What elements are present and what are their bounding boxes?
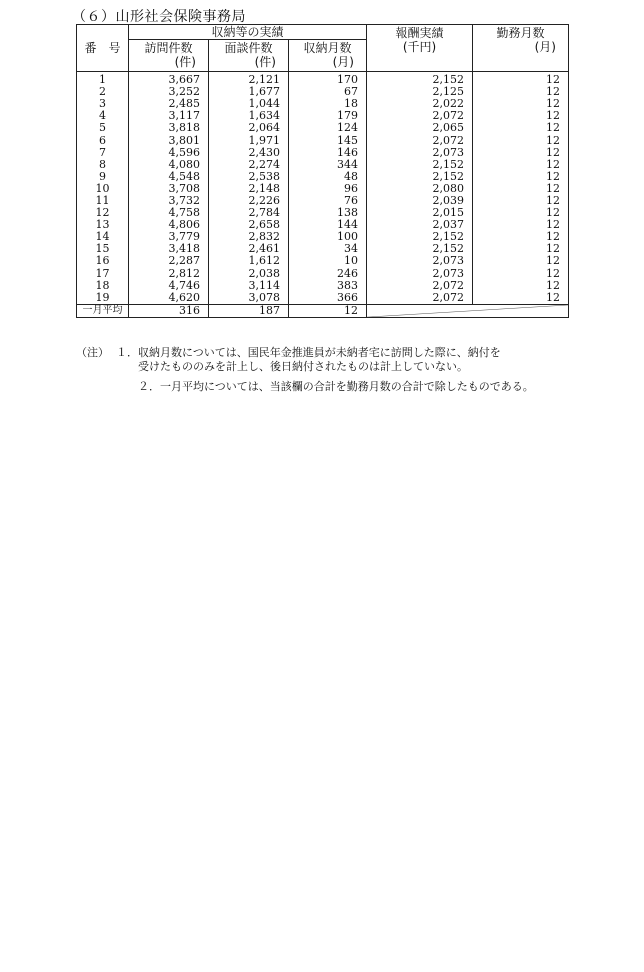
cell-visits: 3,732 [129,195,209,207]
cell-number: 15 [77,243,129,255]
table-row [77,195,569,207]
cell-work: 12 [473,147,569,159]
cell-work: 12 [473,122,569,134]
diagonal-line [367,305,568,317]
table-row [77,110,569,122]
cell-pay: 2,073 [367,255,473,267]
cell-visits: 2,485 [129,98,209,110]
cell-months: 10 [289,255,367,267]
table-row [77,98,569,110]
cell-pay: 2,125 [367,86,473,98]
average-row [77,304,569,317]
cell-months: 344 [289,159,367,171]
average-months: 12 [289,304,367,317]
table-row [77,219,569,231]
cell-interviews: 2,038 [209,268,289,280]
table-row [77,231,569,243]
table-row [77,86,569,98]
cell-number: 8 [77,159,129,171]
table-row [77,183,569,195]
table-row [77,280,569,292]
cell-months: 146 [289,147,367,159]
header-group: 収納等の実績 [129,25,367,40]
cell-visits: 4,080 [129,159,209,171]
cell-number: 13 [77,219,129,231]
cell-visits: 4,746 [129,280,209,292]
cell-interviews: 2,658 [209,219,289,231]
cell-number: 11 [77,195,129,207]
cell-number: 6 [77,134,129,146]
cell-visits: 3,708 [129,183,209,195]
table-header [77,25,569,72]
cell-interviews: 3,114 [209,280,289,292]
cell-pay: 2,152 [367,159,473,171]
cell-interviews: 1,971 [209,134,289,146]
header-interviews [209,40,289,72]
cell-visits: 3,252 [129,86,209,98]
note-1-line-2: 受けたもののみを計上し、後日納付されたものは計上していない。 [138,360,468,373]
cell-visits: 4,548 [129,171,209,183]
cell-months: 144 [289,219,367,231]
table-row [77,122,569,134]
table-row [77,207,569,219]
header-interviews-label: 面談件数 [224,41,273,55]
cell-number: 19 [77,292,129,305]
cell-number: 2 [77,86,129,98]
cell-pay: 2,065 [367,122,473,134]
cell-months: 170 [289,72,367,87]
cell-work: 12 [473,292,569,305]
cell-number: 16 [77,255,129,267]
cell-visits: 4,758 [129,207,209,219]
cell-visits: 4,806 [129,219,209,231]
cell-months: 145 [289,134,367,146]
table-row [77,159,569,171]
cell-work: 12 [473,134,569,146]
cell-work: 12 [473,280,569,292]
cell-months: 100 [289,231,367,243]
cell-work: 12 [473,268,569,280]
table-row [77,171,569,183]
cell-interviews: 2,832 [209,231,289,243]
cell-months: 76 [289,195,367,207]
cell-months: 48 [289,171,367,183]
cell-interviews: 2,538 [209,171,289,183]
header-months [289,40,367,72]
cell-pay: 2,072 [367,280,473,292]
cell-months: 383 [289,280,367,292]
footnotes [76,346,596,394]
cell-visits: 4,596 [129,147,209,159]
cell-interviews: 2,121 [209,72,289,87]
cell-work: 12 [473,159,569,171]
cell-work: 12 [473,219,569,231]
header-work-label: 勤務月数 [496,26,545,40]
header-pay [367,25,473,72]
cell-number: 12 [77,207,129,219]
cell-work: 12 [473,231,569,243]
cell-visits: 3,818 [129,122,209,134]
note-1-line-1 [76,346,596,360]
cell-number: 7 [77,147,129,159]
cell-interviews: 1,634 [209,110,289,122]
cell-interviews: 2,064 [209,122,289,134]
cell-months: 138 [289,207,367,219]
cell-visits: 2,812 [129,268,209,280]
cell-work: 12 [473,86,569,98]
cell-interviews: 3,078 [209,292,289,305]
cell-months: 34 [289,243,367,255]
cell-months: 366 [289,292,367,305]
header-visits [129,40,209,72]
cell-months: 18 [289,98,367,110]
note-2: ２．一月平均については、当該欄の合計を勤務月数の合計で除したものである。 [138,380,534,393]
header-pay-unit: (千円) [402,40,437,54]
note-1-text: １．収納月数については、国民年金推進員が未納者宅に訪問した際に、納付を [116,346,501,359]
header-interviews-unit: (件) [254,55,276,69]
cell-interviews: 2,430 [209,147,289,159]
table-row [77,268,569,280]
cell-number: 9 [77,171,129,183]
cell-number: 17 [77,268,129,280]
cell-interviews: 2,784 [209,207,289,219]
cell-pay: 2,015 [367,207,473,219]
cell-work: 12 [473,255,569,267]
cell-interviews: 1,612 [209,255,289,267]
cell-interviews: 2,461 [209,243,289,255]
header-work-unit: (月) [534,40,556,54]
performance-table [76,24,569,318]
table-row [77,72,569,87]
cell-work: 12 [473,98,569,110]
cell-months: 179 [289,110,367,122]
cell-work: 12 [473,195,569,207]
cell-visits: 3,117 [129,110,209,122]
table-row [77,255,569,267]
cell-pay: 2,037 [367,219,473,231]
page-title: （６）山形社会保険事務局 [72,9,246,25]
cell-months: 246 [289,268,367,280]
cell-work: 12 [473,171,569,183]
average-label: 一月平均 [77,304,129,317]
header-pay-label: 報酬実績 [395,26,444,40]
cell-pay: 2,039 [367,195,473,207]
header-visits-label: 訪問件数 [144,41,193,55]
cell-number: 5 [77,122,129,134]
cell-visits: 4,620 [129,292,209,305]
cell-work: 12 [473,183,569,195]
cell-pay: 2,080 [367,183,473,195]
cell-pay: 2,152 [367,72,473,87]
cell-pay: 2,152 [367,243,473,255]
cell-pay: 2,152 [367,231,473,243]
cell-pay: 2,072 [367,110,473,122]
cell-months: 124 [289,122,367,134]
cell-work: 12 [473,207,569,219]
cell-number: 1 [77,72,129,87]
cell-pay: 2,072 [367,292,473,305]
average-visits: 316 [129,304,209,317]
cell-number: 18 [77,280,129,292]
cell-months: 67 [289,86,367,98]
cell-visits: 2,287 [129,255,209,267]
cell-number: 4 [77,110,129,122]
cell-work: 12 [473,110,569,122]
cell-pay: 2,152 [367,171,473,183]
header-months-label: 収納月数 [303,41,352,55]
diagonal-slash-cell [367,304,569,317]
cell-visits: 3,667 [129,72,209,87]
cell-interviews: 1,044 [209,98,289,110]
cell-interviews: 2,148 [209,183,289,195]
cell-interviews: 2,274 [209,159,289,171]
table-row [77,292,569,305]
cell-interviews: 2,226 [209,195,289,207]
cell-visits: 3,801 [129,134,209,146]
header-visits-unit: (件) [174,55,196,69]
cell-work: 12 [473,72,569,87]
cell-pay: 2,072 [367,134,473,146]
cell-interviews: 1,677 [209,86,289,98]
table-row [77,243,569,255]
cell-pay: 2,022 [367,98,473,110]
header-work [473,25,569,72]
table-row [77,134,569,146]
cell-number: 14 [77,231,129,243]
average-interviews: 187 [209,304,289,317]
header-months-unit: (月) [332,55,354,69]
cell-visits: 3,418 [129,243,209,255]
note-prefix: （注） [76,346,109,359]
cell-number: 10 [77,183,129,195]
cell-pay: 2,073 [367,268,473,280]
table-row [77,147,569,159]
cell-number: 3 [77,98,129,110]
table-body [77,72,569,318]
header-number: 番 号 [77,25,129,72]
cell-visits: 3,779 [129,231,209,243]
cell-work: 12 [473,243,569,255]
cell-months: 96 [289,183,367,195]
cell-pay: 2,073 [367,147,473,159]
